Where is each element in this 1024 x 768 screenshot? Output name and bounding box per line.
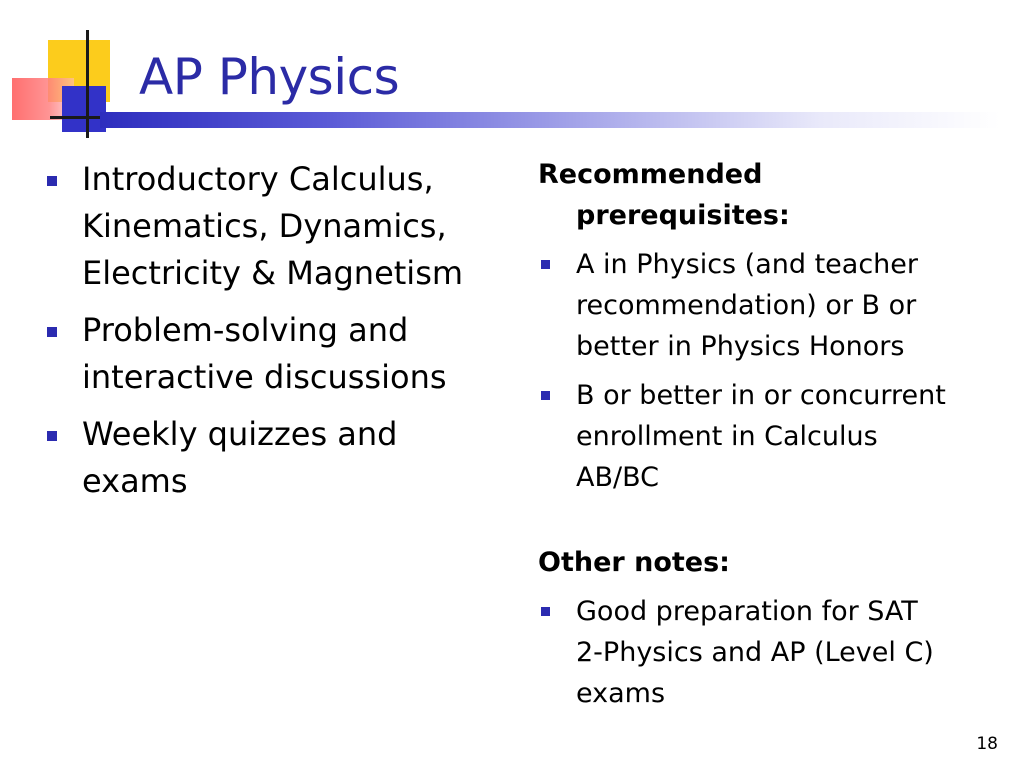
list-item <box>42 307 512 401</box>
title-underline-gradient <box>100 112 1000 128</box>
left-bullet-list <box>42 156 512 505</box>
slide-page-number: 18 <box>976 734 998 754</box>
square-bullet-icon <box>541 607 550 616</box>
other-notes-heading: Other notes: <box>538 547 730 578</box>
bullet-text-line: Electricity & Magnetism <box>82 254 464 292</box>
list-item <box>538 244 1008 367</box>
list-item <box>538 375 1008 498</box>
bullet-text-line: enrollment in Calculus <box>576 421 878 452</box>
bullet-text-line: exams <box>82 462 188 500</box>
bullet-text-line: interactive discussions <box>82 358 447 396</box>
bullet-text-line: A in Physics (and teacher <box>576 249 919 280</box>
bullet-text-line: Kinematics, Dynamics, <box>82 207 447 245</box>
square-bullet-icon <box>47 431 57 441</box>
square-bullet-icon <box>541 391 550 400</box>
prerequisites-heading <box>538 154 1008 236</box>
prerequisites-list <box>538 244 1008 498</box>
right-column <box>538 154 1008 714</box>
logo-vertical-line <box>86 30 89 138</box>
square-bullet-icon <box>47 176 57 186</box>
bullet-text-line: Introductory Calculus, <box>82 160 434 198</box>
bullet-text-line: Weekly quizzes and <box>82 415 398 453</box>
bullet-text-line: better in Physics Honors <box>576 331 905 362</box>
heading-line: prerequisites: <box>576 200 790 231</box>
slide-title: AP Physics <box>139 48 400 106</box>
bullet-text-line: Problem-solving and <box>82 311 409 349</box>
square-bullet-icon <box>47 327 57 337</box>
bullet-text-line: Good preparation for SAT <box>576 596 918 627</box>
heading-line: Recommended <box>538 159 763 190</box>
left-column <box>42 156 512 515</box>
section-spacer <box>538 498 1008 542</box>
list-item <box>538 591 1008 714</box>
bullet-text-line: recommendation) or B or <box>576 290 917 321</box>
square-bullet-icon <box>541 260 550 269</box>
other-notes-list <box>538 591 1008 714</box>
bullet-text-line: B or better in or concurrent <box>576 380 946 411</box>
bullet-text-line: AB/BC <box>576 462 659 493</box>
bullet-text-line: exams <box>576 678 666 709</box>
bullet-text-line: 2-Physics and AP (Level C) <box>576 637 934 668</box>
list-item <box>42 156 512 297</box>
list-item <box>42 411 512 505</box>
